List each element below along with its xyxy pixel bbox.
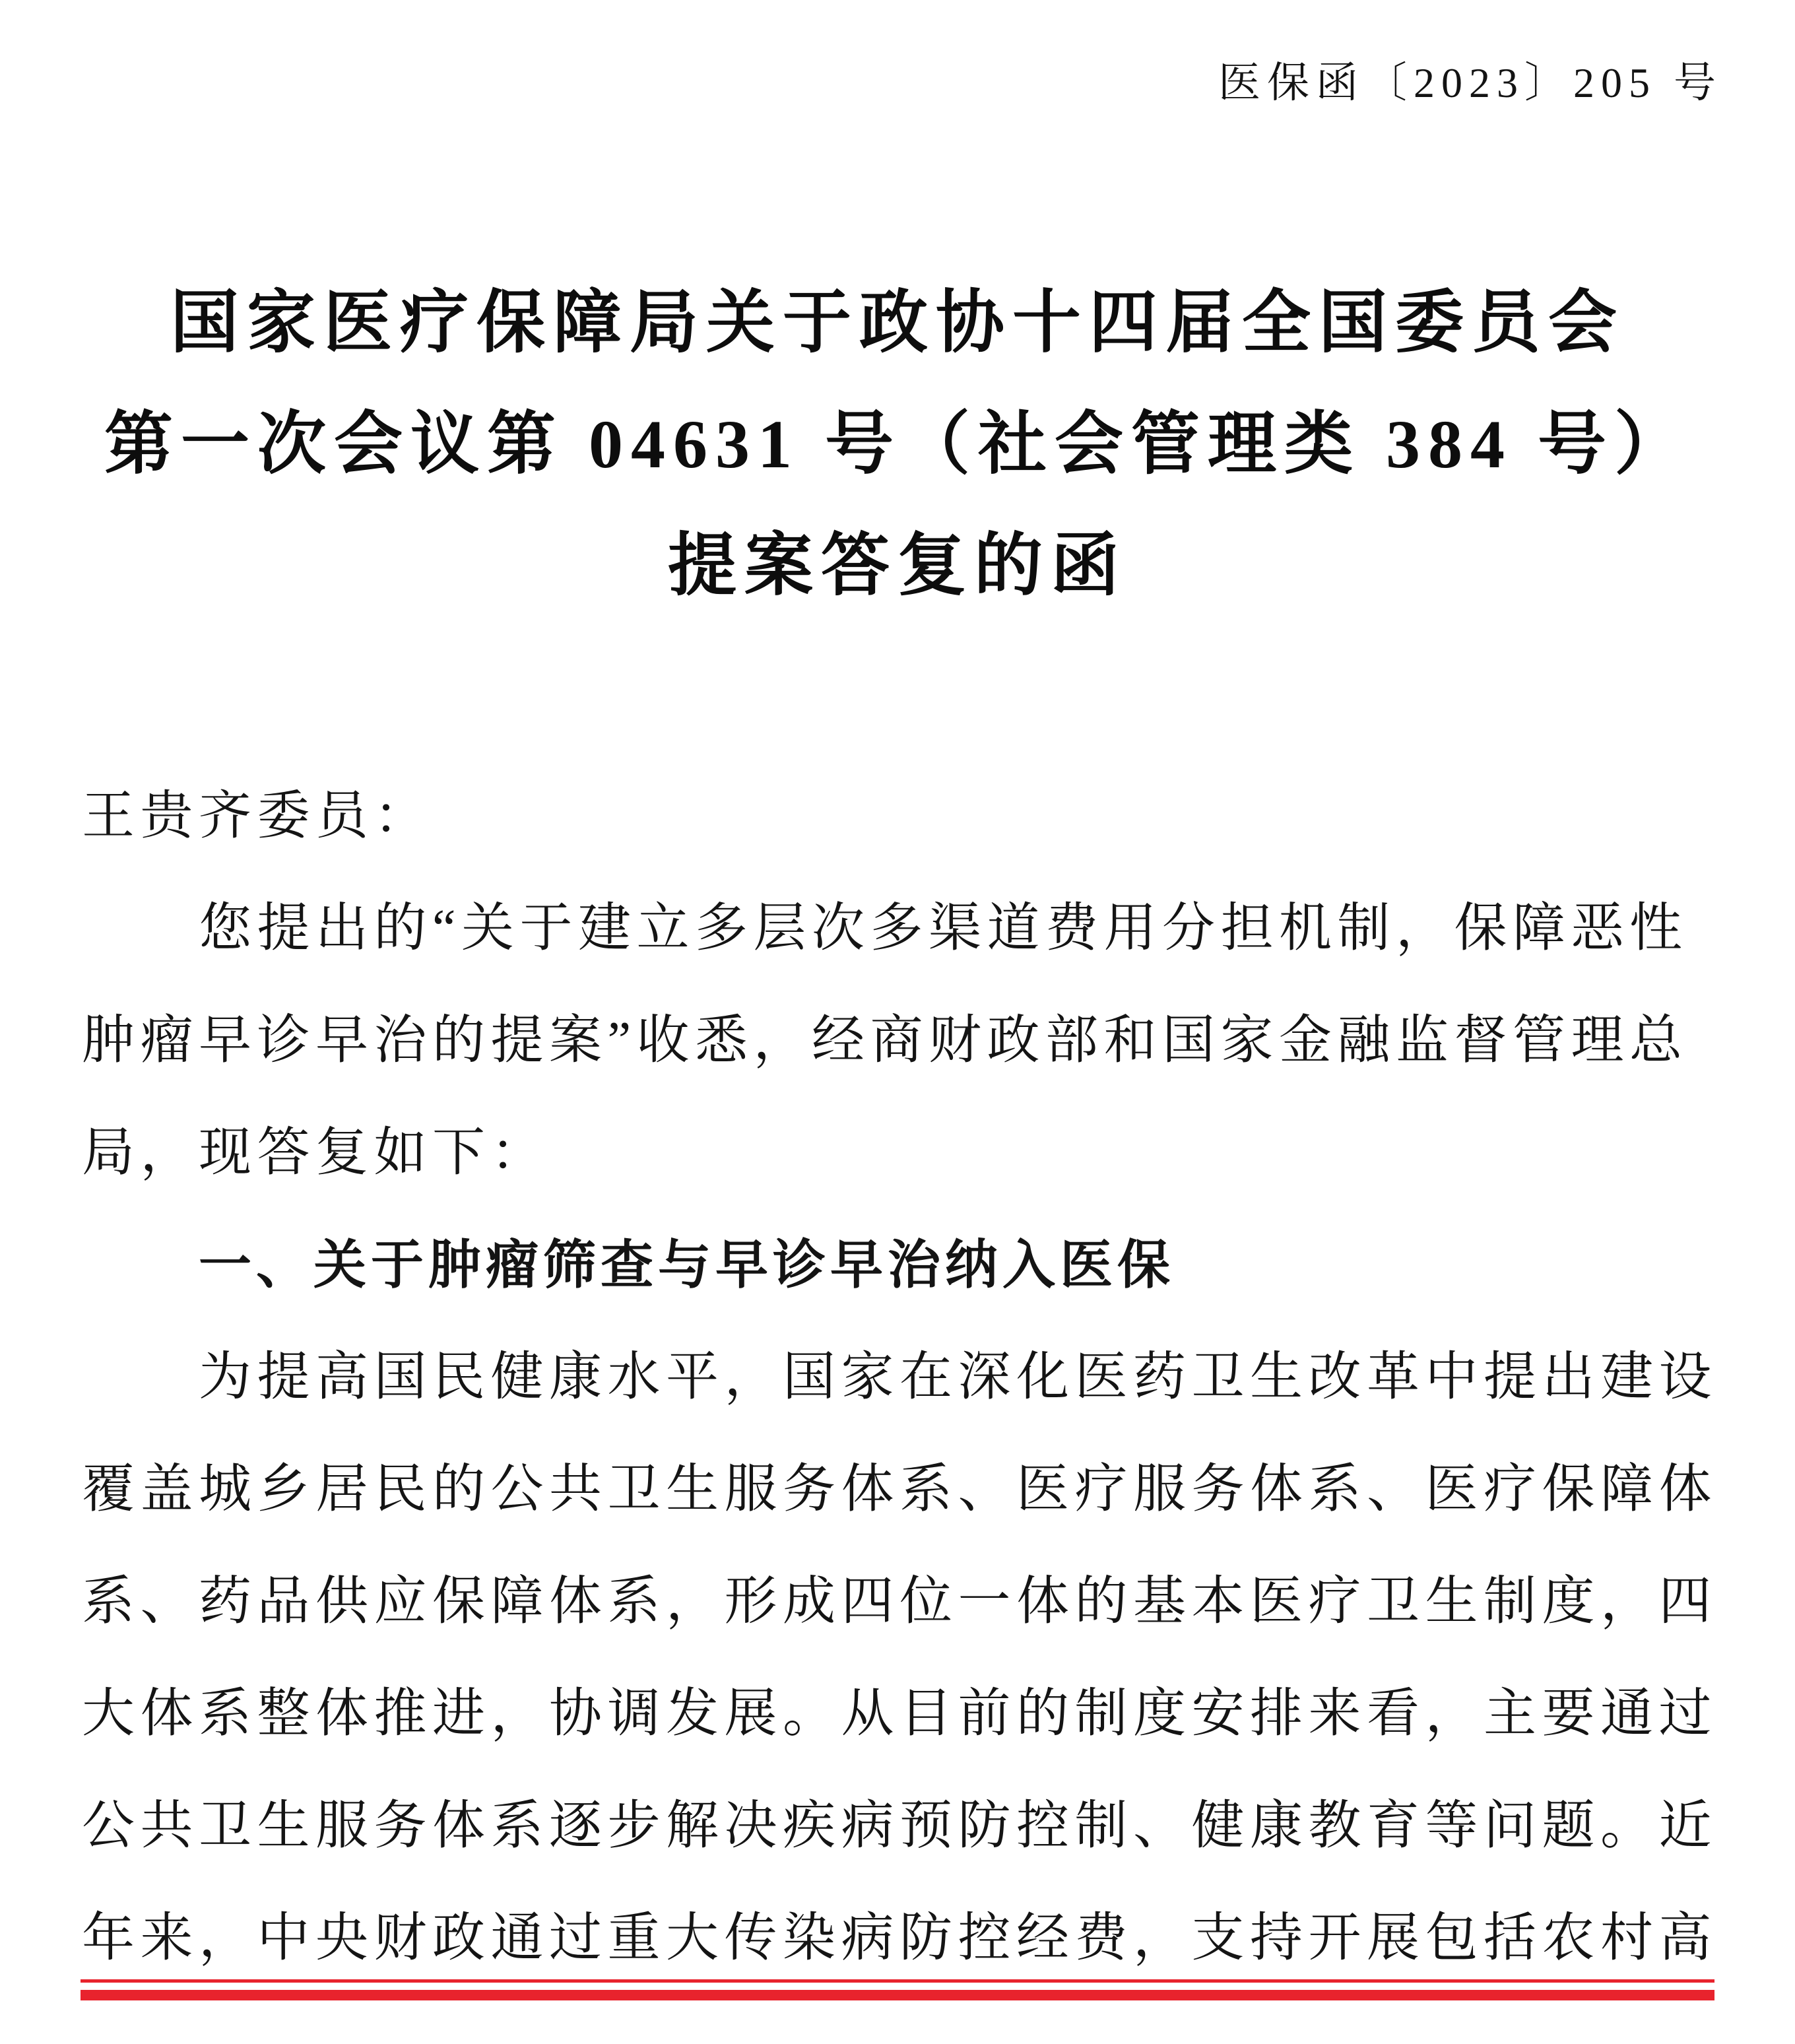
red-divider-thick-line: [81, 1990, 1714, 2000]
paragraph2-line-4: 大体系整体推进，协调发展。从目前的制度安排来看，主要通过: [82, 1685, 1717, 1743]
section-1-heading: 一、关于肿瘤筛查与早诊早治纳入医保: [199, 1236, 1175, 1294]
salutation: 王贵齐委员：: [82, 787, 432, 845]
document-title: [0, 263, 1795, 627]
letter-body: [82, 760, 1718, 1995]
paragraph1-line-1: 您提出的“关于建立多层次多渠道费用分担机制，保障恶性: [199, 900, 1688, 958]
paragraph2-line-1: 为提高国民健康水平，国家在深化医药卫生改革中提出建设: [199, 1348, 1717, 1406]
paragraph2-line-3: 系、药品供应保障体系，形成四位一体的基本医疗卫生制度，四: [82, 1573, 1717, 1631]
paragraph2-line-2: 覆盖城乡居民的公共卫生服务体系、医疗服务体系、医疗保障体: [82, 1461, 1717, 1519]
title-line-2: 第一次会议第 04631 号（社会管理类 384 号）: [104, 407, 1691, 482]
document-number: 医保函〔2023〕205 号: [1218, 59, 1722, 106]
paragraph1-line-2: 肿瘤早诊早治的提案”收悉，经商财政部和国家金融监督管理总: [82, 1012, 1688, 1070]
title-line-3: 提案答复的函: [667, 528, 1127, 604]
paragraph2-line-5: 公共卫生服务体系逐步解决疾病预防控制、健康教育等问题。近: [82, 1797, 1717, 1855]
title-line-1: 国家医疗保障局关于政协十四届全国委员会: [170, 285, 1625, 361]
red-divider-thin-line: [81, 1979, 1714, 1983]
paragraph2-line-6: 年来，中央财政通过重大传染病防控经费，支持开展包括农村高: [82, 1909, 1717, 1967]
paragraph1-line-3: 局，现答复如下：: [82, 1124, 549, 1182]
